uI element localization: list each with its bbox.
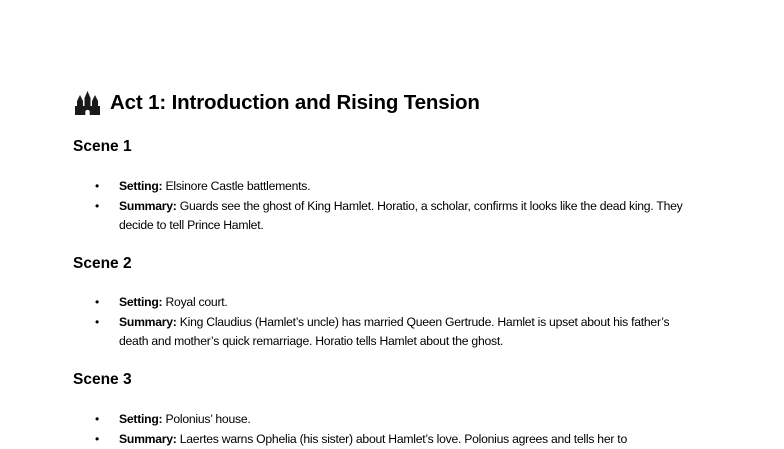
item-label: Setting:	[119, 412, 162, 426]
item-label: Summary:	[119, 199, 177, 213]
list-item	[0, 197, 700, 236]
item-text: Guards see the ghost of King Hamlet. Horatio, a scholar, confirms it looks like the dead king. They decide to tell Prince Hamlet.	[119, 199, 683, 233]
bullet-icon: •	[95, 293, 99, 313]
list-item	[0, 410, 700, 430]
item-label: Setting:	[119, 179, 162, 193]
castle-icon	[74, 90, 101, 117]
item-text: Laertes warns Ophelia (his sister) about Hamlet’s love. Polonius agrees and tells her to	[177, 432, 627, 446]
item-label: Summary:	[119, 315, 177, 329]
scene-heading: Scene 3	[73, 371, 132, 389]
list-item	[0, 430, 700, 449]
item-label: Summary:	[119, 432, 177, 446]
list-item	[0, 177, 700, 197]
scene-heading: Scene 2	[73, 255, 132, 273]
list-item	[0, 313, 700, 352]
scene-list	[0, 177, 700, 236]
item-text: Polonius’ house.	[162, 412, 250, 426]
bullet-icon: •	[95, 410, 99, 430]
bullet-icon: •	[95, 177, 99, 197]
scene-list	[0, 293, 700, 352]
item-text: Elsinore Castle battlements.	[162, 179, 310, 193]
item-text: King Claudius (Hamlet’s uncle) has married Queen Gertrude. Hamlet is upset about his father’s death and mother’s quick remarriage. Horatio tells Hamlet about the ghost.	[119, 315, 669, 349]
list-item	[0, 293, 700, 313]
bullet-icon: •	[95, 197, 99, 217]
scene-heading: Scene 1	[73, 138, 132, 156]
bullet-icon: •	[95, 430, 99, 449]
act-heading	[74, 88, 480, 118]
item-label: Setting:	[119, 295, 162, 309]
act-title: Act 1: Introduction and Rising Tension	[110, 91, 480, 115]
item-text: Royal court.	[162, 295, 227, 309]
bullet-icon: •	[95, 313, 99, 333]
scene-list	[0, 410, 700, 449]
